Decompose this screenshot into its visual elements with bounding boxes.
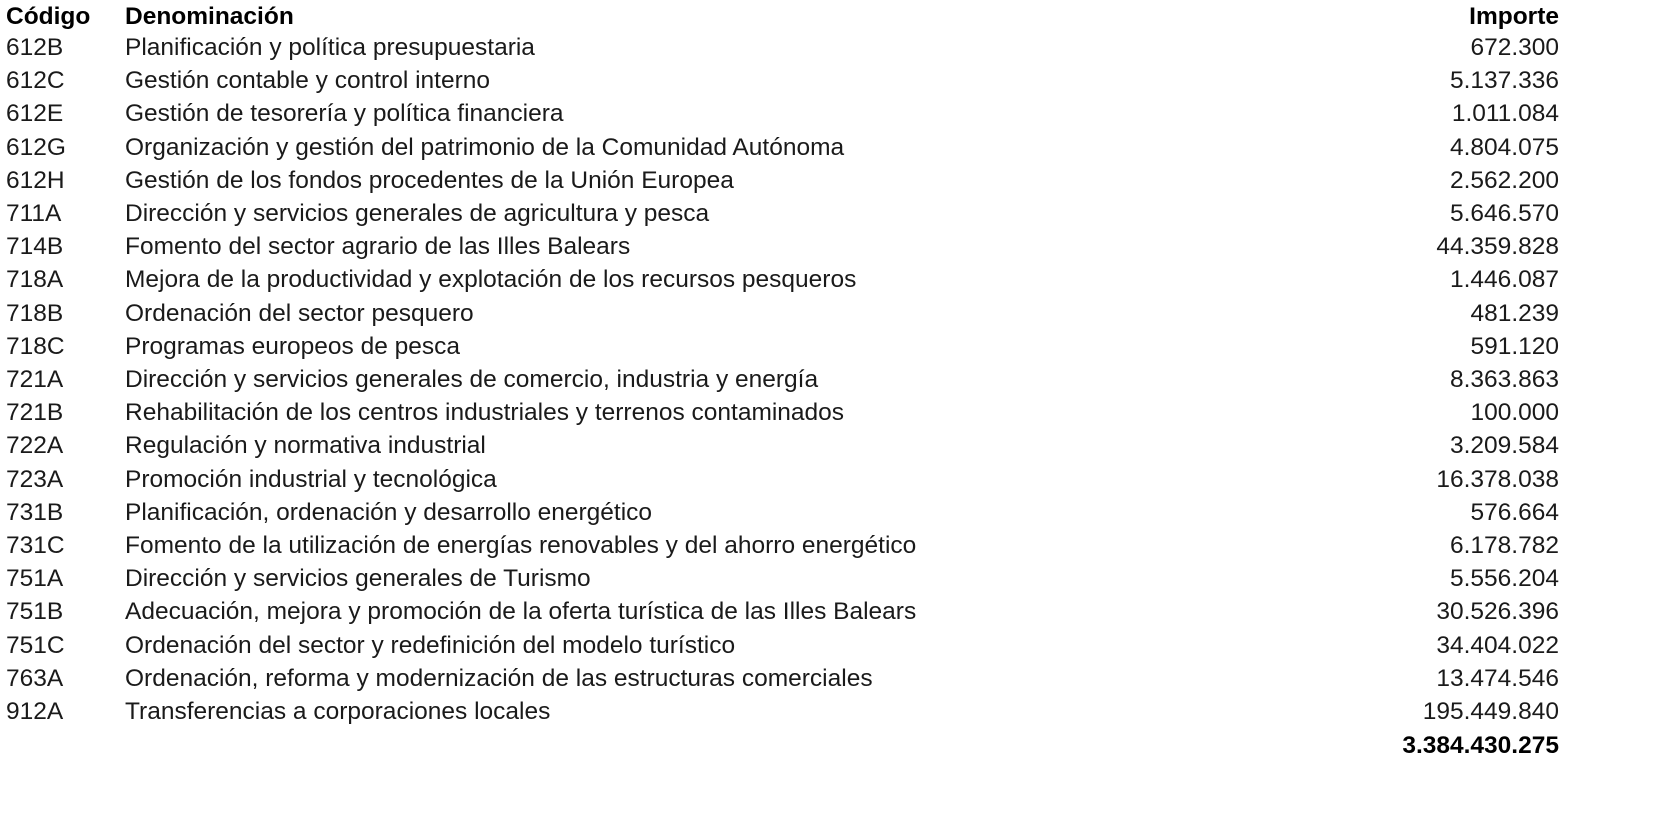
table-row <box>0 66 1654 96</box>
table-row <box>0 531 1654 561</box>
table-row <box>0 697 1654 727</box>
table-row <box>0 332 1654 362</box>
row-code: 751B <box>6 598 64 626</box>
table-header-row <box>0 2 1654 32</box>
row-name: Dirección y servicios generales de agricultura y pesca <box>125 200 710 227</box>
row-code: 714B <box>6 233 64 261</box>
table-row <box>0 133 1654 163</box>
row-amount: 591.120 <box>1470 332 1559 360</box>
row-code: 731B <box>6 498 64 526</box>
row-code: 721A <box>6 366 64 393</box>
row-amount: 1.446.087 <box>1450 266 1559 294</box>
row-amount: 8.363.863 <box>1450 366 1559 393</box>
row-amount: 34.404.022 <box>1436 631 1559 659</box>
table-row <box>0 465 1654 495</box>
row-name: Dirección y servicios generales de comercio, industria y energía <box>125 366 819 393</box>
row-amount: 30.526.396 <box>1436 598 1559 626</box>
row-amount: 5.556.204 <box>1450 565 1559 593</box>
table-row <box>0 431 1654 461</box>
row-name: Regulación y normativa industrial <box>125 432 486 460</box>
row-amount: 16.378.038 <box>1436 465 1559 493</box>
table-row <box>0 299 1654 329</box>
row-amount: 1.011.084 <box>1451 100 1559 128</box>
row-code: 711A <box>6 200 62 227</box>
row-code: 718A <box>6 266 64 294</box>
row-code: 718C <box>6 332 65 360</box>
row-amount: 672.300 <box>1470 34 1559 61</box>
row-name: Ordenación del sector pesquero <box>125 299 474 327</box>
row-code: 763A <box>6 664 64 692</box>
table-row <box>0 398 1654 428</box>
table-row <box>0 564 1654 594</box>
row-code: 912A <box>6 698 64 725</box>
row-amount: 100.000 <box>1470 399 1559 427</box>
header-name: Denominación <box>125 3 294 30</box>
row-name: Transferencias a corporaciones locales <box>125 698 551 725</box>
row-code: 751C <box>6 631 65 659</box>
row-code: 612B <box>6 34 64 61</box>
row-name: Mejora de la productividad y explotación de los recursos pesqueros <box>125 266 857 294</box>
row-amount: 5.137.336 <box>1450 67 1559 95</box>
row-amount: 195.449.840 <box>1422 698 1559 725</box>
row-code: 612C <box>6 67 65 95</box>
table-row <box>0 597 1654 627</box>
row-amount: 4.804.075 <box>1450 133 1559 161</box>
row-name: Organización y gestión del patrimonio de la Comunidad Autónoma <box>125 133 845 161</box>
row-code: 722A <box>6 432 64 460</box>
table-total-row <box>0 731 1654 761</box>
row-code: 612H <box>6 166 65 194</box>
row-amount: 576.664 <box>1470 498 1559 526</box>
row-name: Rehabilitación de los centros industriales y terrenos contaminados <box>125 399 845 427</box>
row-code: 721B <box>6 399 64 427</box>
row-name: Programas europeos de pesca <box>125 332 461 360</box>
row-amount: 5.646.570 <box>1450 200 1559 227</box>
row-code: 718B <box>6 299 64 327</box>
row-name: Fomento del sector agrario de las Illes Balears <box>125 233 631 261</box>
row-name: Planificación y política presupuestaria <box>125 34 535 61</box>
header-amount: Importe <box>1469 3 1559 30</box>
row-amount: 44.359.828 <box>1436 233 1559 261</box>
table-row <box>0 33 1654 63</box>
table-row <box>0 265 1654 295</box>
table-row <box>0 631 1654 661</box>
row-name: Gestión contable y control interno <box>125 67 490 95</box>
row-name: Adecuación, mejora y promoción de la oferta turística de las Illes Balears <box>125 598 917 626</box>
row-name: Gestión de tesorería y política financiera <box>125 100 564 128</box>
table-row <box>0 664 1654 694</box>
row-name: Ordenación, reforma y modernización de las estructuras comerciales <box>125 664 873 692</box>
row-name: Planificación, ordenación y desarrollo energético <box>125 498 653 526</box>
total-amount: 3.384.430.275 <box>1402 732 1559 760</box>
row-amount: 6.178.782 <box>1450 532 1559 559</box>
header-code: Código <box>6 3 91 30</box>
row-amount: 13.474.546 <box>1436 664 1559 692</box>
row-name: Fomento de la utilización de energías renovables y del ahorro energético <box>125 532 917 559</box>
row-amount: 2.562.200 <box>1450 166 1559 194</box>
row-name: Dirección y servicios generales de Turismo <box>125 565 591 593</box>
table-row <box>0 365 1654 395</box>
row-amount: 3.209.584 <box>1450 432 1559 460</box>
table-row <box>0 232 1654 262</box>
table-row <box>0 498 1654 528</box>
row-name: Promoción industrial y tecnológica <box>125 465 497 493</box>
row-code: 751A <box>6 565 64 593</box>
row-code: 612G <box>6 133 66 161</box>
table-row <box>0 99 1654 129</box>
row-amount: 481.239 <box>1470 299 1559 327</box>
row-code: 723A <box>6 465 64 493</box>
row-name: Gestión de los fondos procedentes de la Unión Europea <box>125 166 734 194</box>
row-name: Ordenación del sector y redefinición del modelo turístico <box>125 631 736 659</box>
row-code: 612E <box>6 100 64 128</box>
table-row <box>0 166 1654 196</box>
row-code: 731C <box>6 532 65 559</box>
table-row <box>0 199 1654 229</box>
